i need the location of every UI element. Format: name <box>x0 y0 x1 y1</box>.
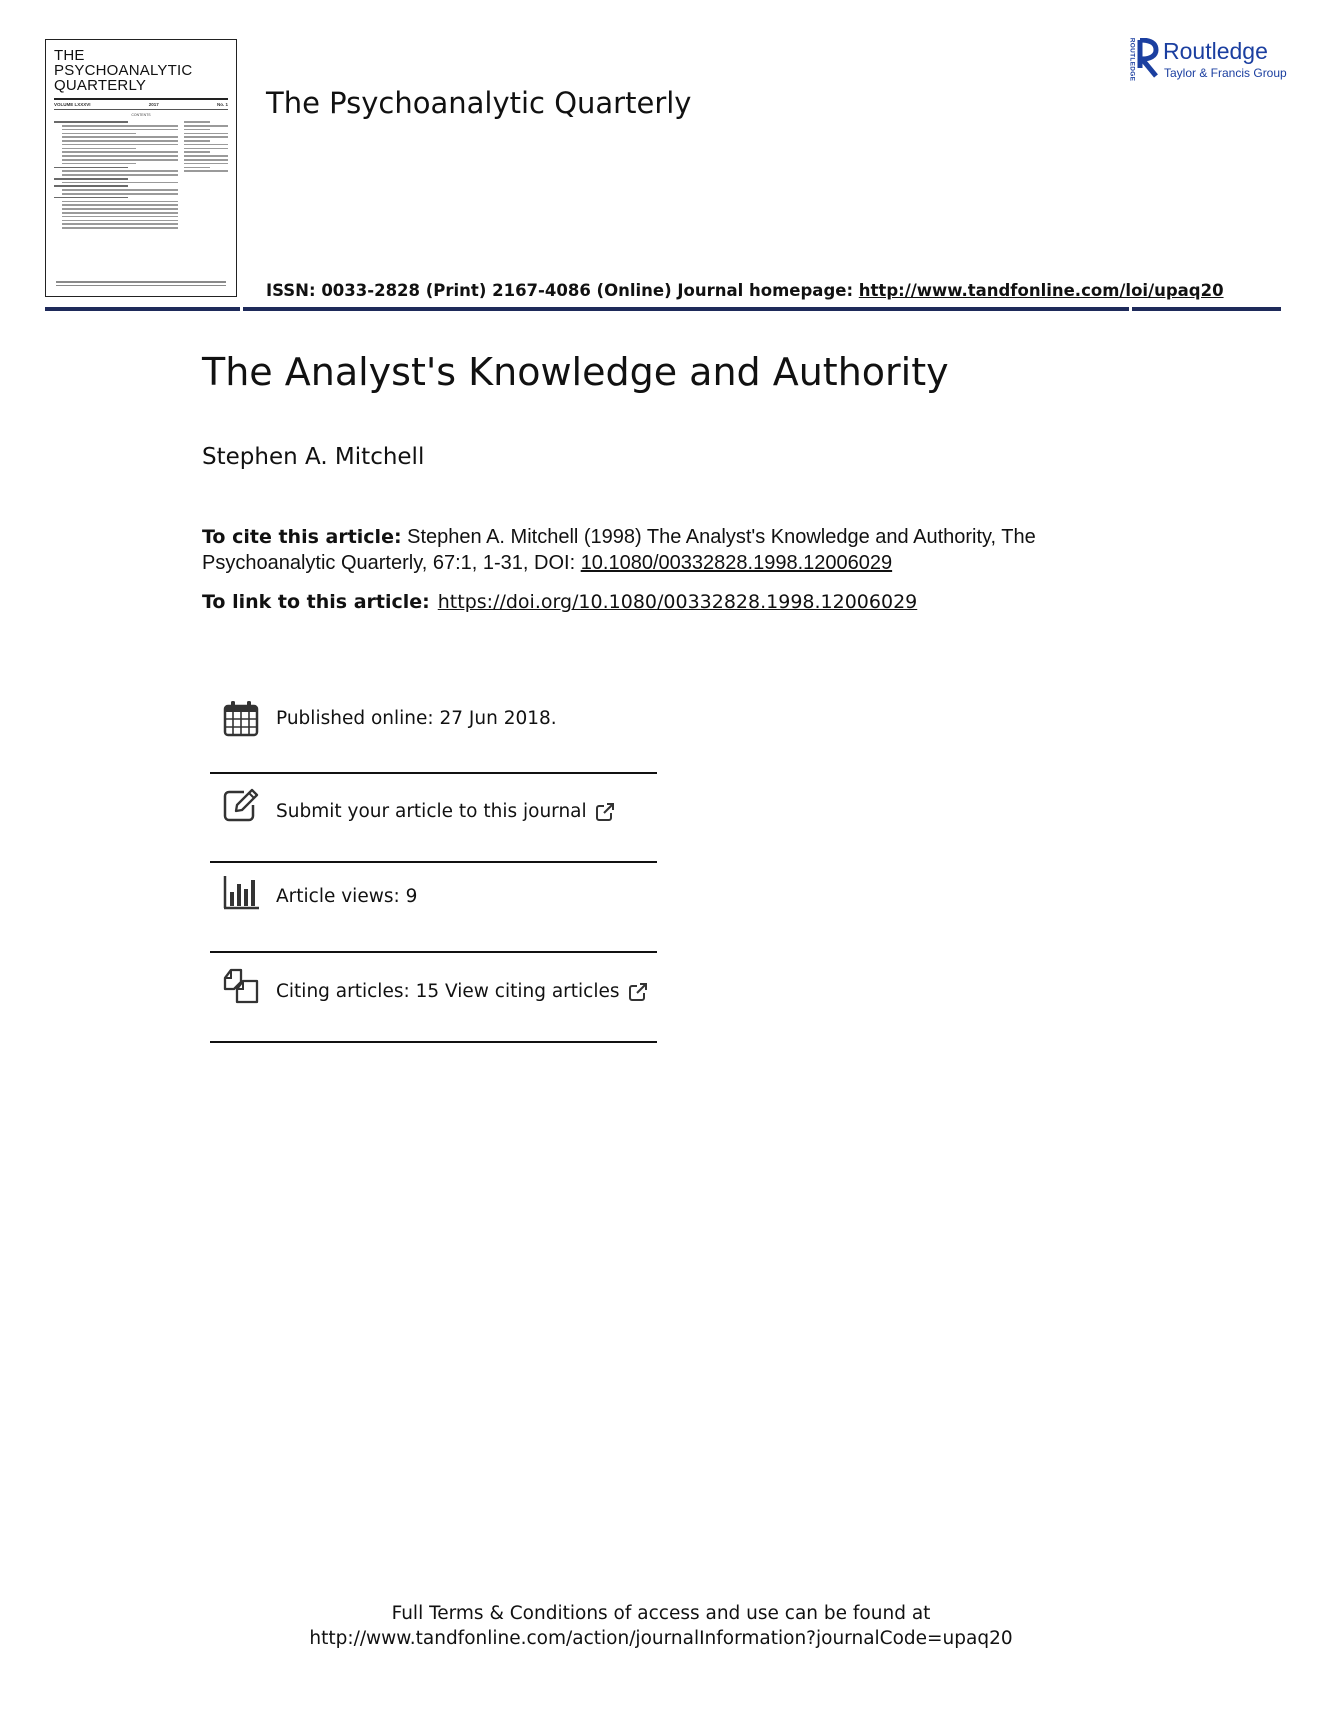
cover-contents-lines <box>54 119 228 231</box>
cover-number: No. 1 <box>216 102 228 107</box>
cover-footer-lines <box>56 279 226 288</box>
header-rule <box>243 307 1129 311</box>
citing-articles-text: Citing articles: 15 View citing articles <box>276 981 620 1002</box>
journal-title: The Psychoanalytic Quarterly <box>266 86 692 120</box>
published-online-row <box>210 700 657 740</box>
article-link-line <box>202 591 917 613</box>
info-divider <box>210 772 657 774</box>
terms-footer-line: Full Terms & Conditions of access and use can be found at <box>391 1603 931 1624</box>
routledge-logo <box>1126 36 1286 86</box>
cover-title-line: QUARTERLY <box>54 77 147 94</box>
link-label: To link to this article: <box>202 591 430 613</box>
info-divider <box>210 951 657 953</box>
article-author: Stephen A. Mitchell <box>202 444 425 470</box>
submit-article-link[interactable] <box>276 801 615 822</box>
calendar-icon <box>222 700 260 738</box>
cover-title <box>54 48 228 93</box>
info-divider <box>210 1041 657 1043</box>
bar-chart-icon <box>222 874 260 912</box>
terms-footer-url[interactable]: http://www.tandfonline.com/action/journalInformation?journalCode=upaq20 <box>309 1628 1013 1649</box>
copy-documents-icon <box>222 966 260 1004</box>
citation-block <box>202 524 1102 576</box>
header-rule <box>45 307 240 311</box>
citation-doi-link[interactable]: 10.1080/00332828.1998.12006029 <box>580 552 893 574</box>
article-title: The Analyst's Knowledge and Authority <box>202 350 949 394</box>
cover-year: 2017 <box>148 102 159 107</box>
cover-contents-heading: CONTENTS <box>131 113 151 117</box>
journal-cover-thumbnail <box>45 39 237 297</box>
article-doi-link[interactable]: https://doi.org/10.1080/00332828.1998.12006029 <box>437 591 918 613</box>
header-rule <box>1132 307 1281 311</box>
routledge-vertical-text: ROUTLEDGE <box>1128 37 1136 82</box>
issn-text: ISSN: 0033-2828 (Print) 2167-4086 (Online) Journal homepage: <box>266 281 859 300</box>
terms-footer <box>0 1601 1322 1651</box>
cover-volume: VOLUME LXXXVI <box>54 102 91 107</box>
journal-homepage-link[interactable]: http://www.tandfonline.com/loi/upaq20 <box>858 281 1224 300</box>
routledge-name: Routledge <box>1163 38 1268 64</box>
published-online-text: Published online: 27 Jun 2018. <box>276 708 557 729</box>
article-views-row <box>210 874 657 918</box>
routledge-subtitle: Taylor & Francis Group <box>1164 66 1287 80</box>
citing-articles-link[interactable] <box>276 981 648 1002</box>
submit-article-text: Submit your article to this journal <box>276 801 587 822</box>
info-divider <box>210 861 657 863</box>
citation-label: To cite this article: <box>202 526 402 548</box>
cover-divider <box>54 98 228 100</box>
edit-icon <box>222 787 260 825</box>
external-link-icon <box>595 802 615 822</box>
citing-articles-row[interactable] <box>210 966 657 1010</box>
article-views-text: Article views: 9 <box>276 886 418 907</box>
cover-title-line: THE <box>54 47 85 64</box>
cover-title-line: PSYCHOANALYTIC <box>54 62 193 79</box>
issn-line <box>266 281 1224 300</box>
submit-article-row[interactable] <box>210 787 657 831</box>
external-link-icon <box>628 982 648 1002</box>
cover-meta <box>54 102 228 107</box>
citation-text: Stephen A. Mitchell (1998) The Analyst's Knowledge and Authority, The Psychoanalytic Quarterly, 67:1, 1-31, DOI: <box>202 526 1036 574</box>
cover-divider <box>54 109 228 110</box>
